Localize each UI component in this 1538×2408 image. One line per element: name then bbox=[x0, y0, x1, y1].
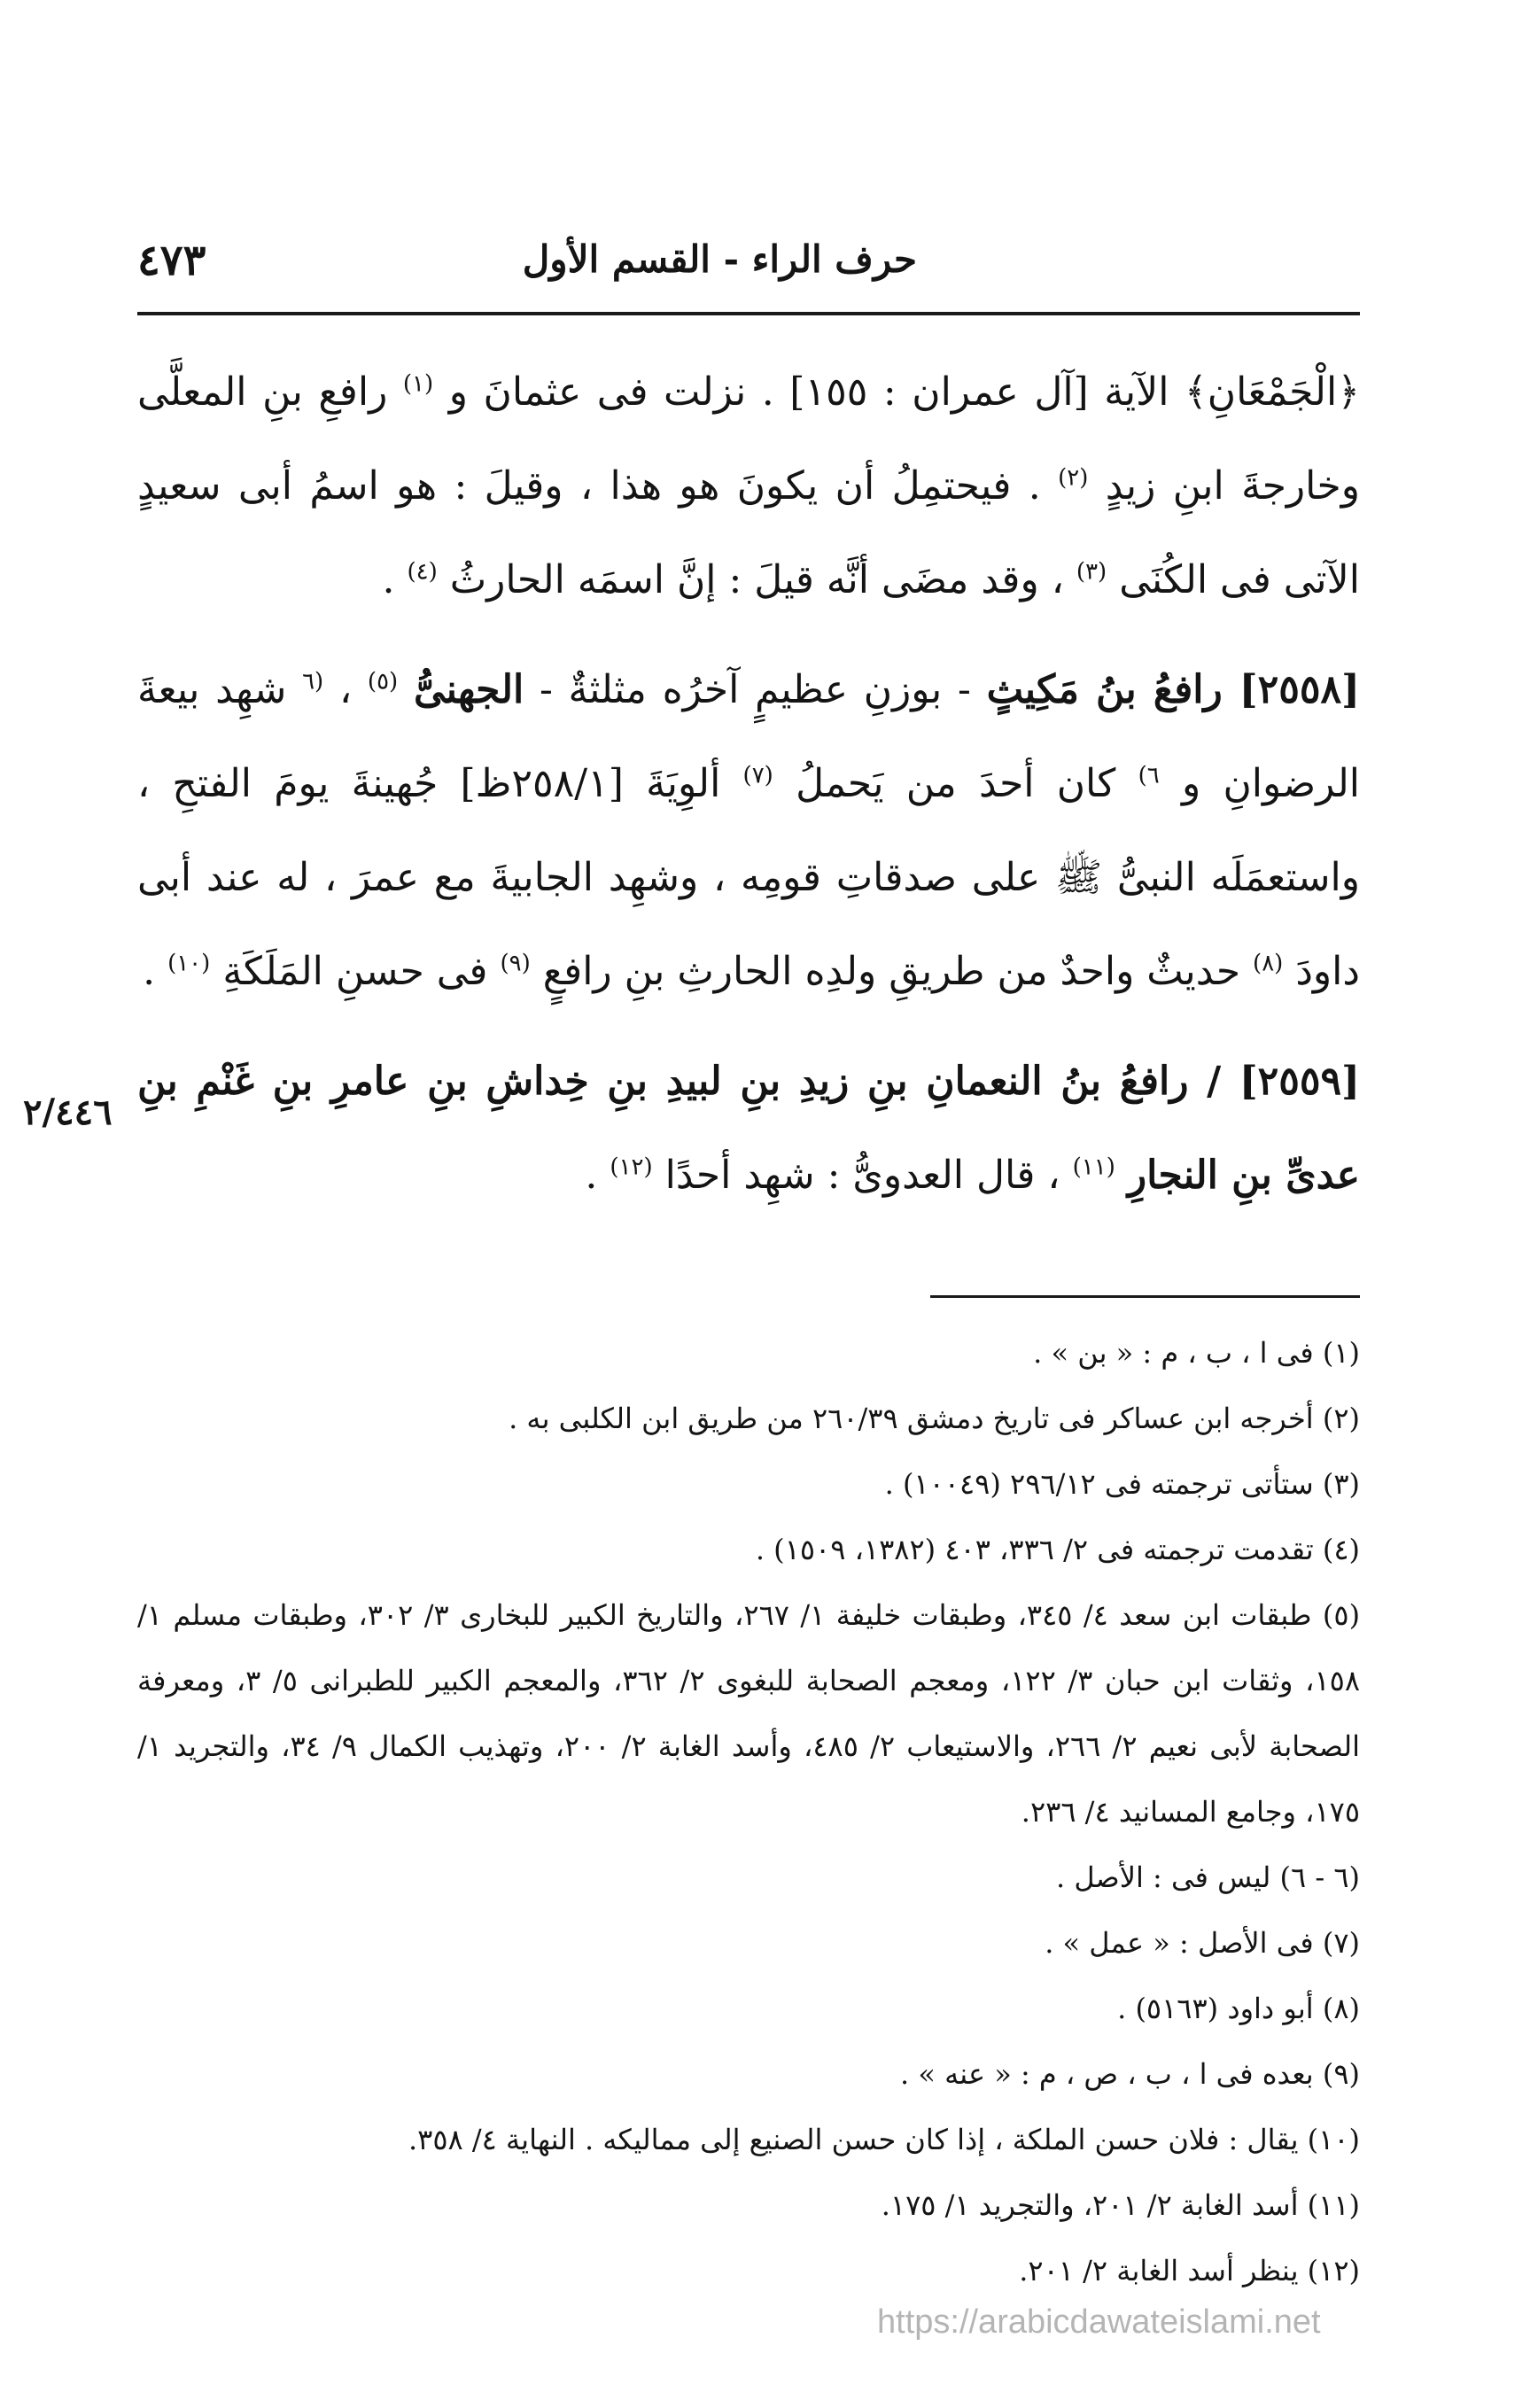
text-span: رافعِ بنِ المعلَّى وخارجةَ ابنِ زيدٍ bbox=[137, 369, 1360, 509]
footnote-ref[interactable]: (٧) bbox=[742, 762, 773, 789]
footnote-ref[interactable]: (٨) bbox=[1253, 950, 1284, 977]
page-number: ٤٧٣ bbox=[137, 236, 206, 285]
footnote-item: (٦ - ٦) ليس فى : الأصل . bbox=[1055, 1860, 1360, 1894]
text-span: ، وقد مضَى أنَّه قيلَ : إنَّ اسمَه الحارثُ bbox=[449, 557, 1064, 602]
header-rule bbox=[137, 312, 1360, 315]
footnote-item: (٩) بعده فى ا ، ب ، ص ، م : « عنه » . bbox=[900, 2057, 1360, 2091]
footnote-item: (٨) أبو داود (٥١٦٣) . bbox=[1117, 1992, 1360, 2025]
text-span: ﴿الْجَمْعَانِ﴾ الآية [آل عمران : ١٥٥] . نزلت فى عثمانَ و bbox=[448, 369, 1360, 415]
entry-heading: [٢٥٥٨] رافعُ بنُ مَكِيثٍ bbox=[986, 667, 1360, 712]
footnote-ref[interactable]: (٩) bbox=[500, 950, 531, 977]
text-span: ألوِيَةَ [٢٥٨/١ظ] جُهينةَ يومَ الفتحِ ، واستعمَلَه النبىُّ ﷺ على صدقاتِ قومِه ، وشهِد الجابيةَ مع عمرَ ، له عند أبى داودَ bbox=[137, 761, 1360, 994]
running-title: حرف الراء - القسم الأول bbox=[522, 237, 917, 281]
footnote-ref[interactable]: (١١) bbox=[1072, 1154, 1115, 1181]
paragraph-1 bbox=[137, 346, 1360, 627]
running-head bbox=[137, 229, 1360, 308]
footnote-item: (١٠) يقال : فلان حسن الملكة ، إذا كان حسن الصنيع إلى مماليكه . النهاية ٤/ ٣٥٨. bbox=[408, 2123, 1360, 2156]
footnote-ref[interactable]: (١٠) bbox=[167, 950, 211, 977]
footnote-ref[interactable]: (١) bbox=[402, 370, 434, 398]
text-span: ، قال العدوىُّ : شهِد أحدًا bbox=[664, 1153, 1060, 1198]
entry-nisba: الجهنىُّ bbox=[413, 667, 524, 712]
footnote-ref[interactable]: (٥) bbox=[367, 668, 399, 695]
footnote-item: (٧) فى الأصل : « عمل » . bbox=[1045, 1926, 1360, 1960]
footnotes bbox=[137, 1320, 1360, 2303]
footnote-separator bbox=[930, 1295, 1360, 1298]
text-span: فى حسنِ المَلَكَةِ bbox=[222, 949, 488, 994]
text-span: - بوزنِ عظيمٍ آخرُه مثلثةٌ - bbox=[539, 667, 971, 712]
text-span: حديثٌ واحدٌ من طريقِ ولدِه الحارثِ بنِ رافعٍ bbox=[542, 949, 1241, 994]
footnote-item: (١) فى ا ، ب ، م : « بن » . bbox=[1033, 1336, 1360, 1370]
entry-heading: [٢٥٥٩] / رافعُ بنُ النعمانِ بنِ زيدِ بنِ لبيدِ بنِ خِداشِ بنِ عامرِ بنِ غَنْمِ بنِ عدىِّ بنِ النجارِ bbox=[137, 1059, 1360, 1198]
text-span: . bbox=[585, 1153, 598, 1198]
text-span: . bbox=[382, 557, 395, 602]
text-span: كان أحدَ من يَحملُ bbox=[796, 761, 1116, 806]
footnote-item: (٥) طبقات ابن سعد ٤/ ٣٤٥، وطبقات خليفة ١/ ٢٦٧، والتاريخ الكبير للبخارى ٣/ ٣٠٢، وطبقات مسلم ١/ ١٥٨، وثقات ابن حبان ٣/ ١٢٢، ومعجم الصحابة للبغوى ٢/ ٣٦٢، والمعجم الكبير للطبرانى ٥/ ٣، ومعرفة الصحابة لأبى نعيم ٢/ ٢٦٦، والاستيعاب ٢/ ٤٨٥، وأسد الغابة ٢/ ٢٠٠، وتهذيب الكمال ٩/ ٣٤، والتجريد ١/ ١٧٥، وجامع المسانيد ٤/ ٢٣٦. bbox=[137, 1598, 1361, 1829]
footnote-item: (١٢) ينظر أسد الغابة ٢/ ٢٠١. bbox=[1019, 2254, 1360, 2288]
entry-2558 bbox=[137, 643, 1360, 1019]
text-span: شهِد بيعةَ الرضوانِ و bbox=[137, 667, 1360, 806]
footnote-item: (١١) أسد الغابة ٢/ ٢٠١، والتجريد ١/ ١٧٥. bbox=[881, 2188, 1360, 2222]
footnote-ref[interactable]: (٢) bbox=[1058, 464, 1089, 492]
main-text bbox=[137, 346, 1360, 1239]
footnote-ref[interactable]: (٣) bbox=[1076, 558, 1107, 586]
margin-volume-page-ref: ٢/٤٤٦ bbox=[23, 1091, 113, 1133]
text-span: . فيحتمِلُ أن يكونَ هو هذا ، وقيلَ : هو اسمُ أبى سعيدٍ الآتى فى الكُنَى bbox=[137, 463, 1360, 602]
entry-2559 bbox=[137, 1035, 1360, 1223]
watermark-url: https://arabicdawateislami.net bbox=[877, 2303, 1321, 2341]
footnote-ref[interactable]: (٦ bbox=[302, 668, 324, 695]
footnote-ref[interactable]: (١٢) bbox=[610, 1154, 653, 1181]
footnote-item: (٢) أخرجه ابن عساكر فى تاريخ دمشق ٢٦٠/٣٩ من طريق ابن الكلبى به . bbox=[509, 1402, 1360, 1435]
text-span: ، bbox=[338, 667, 353, 712]
footnote-ref[interactable]: ٦) bbox=[1138, 762, 1160, 789]
footnote-item: (٣) ستأتى ترجمته فى ٢٩٦/١٢ (١٠٠٤٩) . bbox=[884, 1467, 1360, 1501]
footnote-item: (٤) تقدمت ترجمته فى ٢/ ٣٣٦، ٤٠٣ (١٣٨٢، ١٥٠٩) . bbox=[755, 1533, 1360, 1566]
footnote-ref[interactable]: (٤) bbox=[407, 558, 438, 586]
text-span: . bbox=[143, 949, 156, 994]
